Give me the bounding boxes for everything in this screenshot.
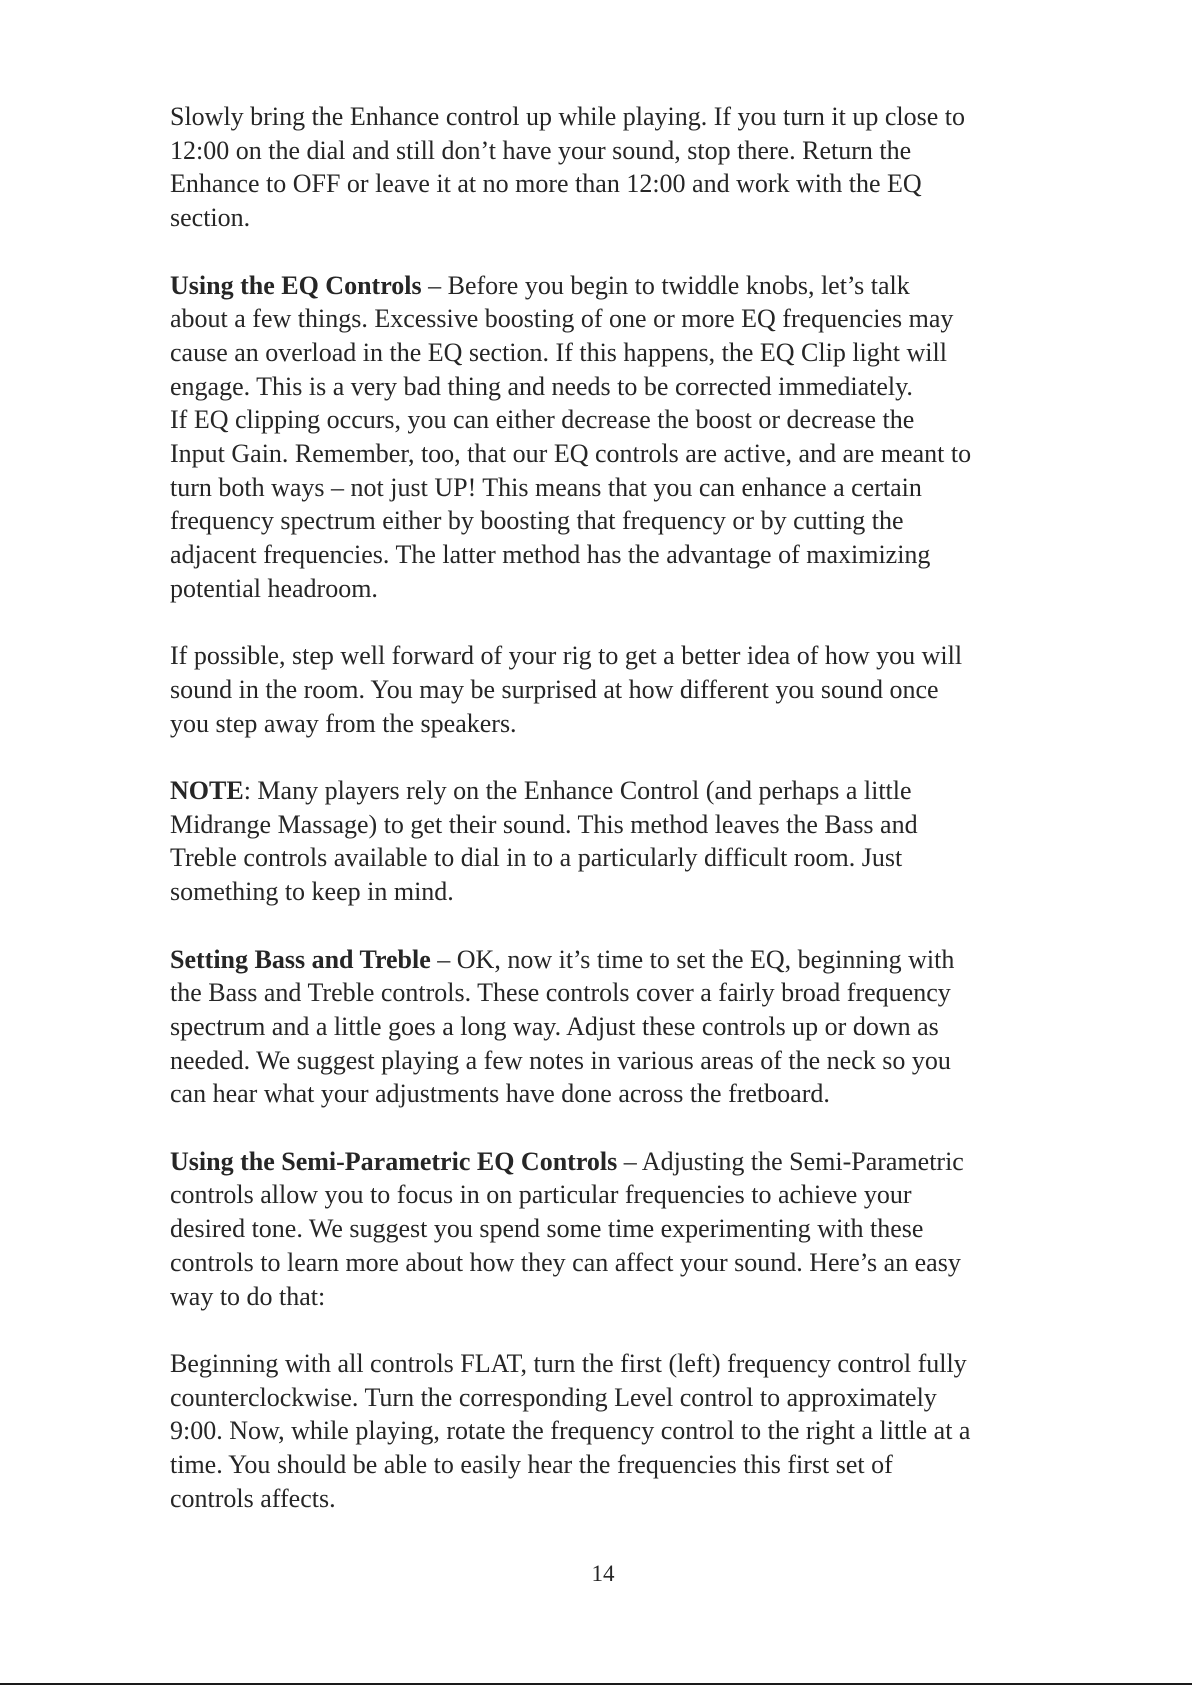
- text-line: [170, 269, 1050, 303]
- text-line: [170, 1077, 1050, 1111]
- text-run: Midrange Massage) to get their sound. This method leaves the Bass and: [170, 809, 918, 839]
- text-run: frequency spectrum either by boosting that frequency or by cutting the: [170, 506, 904, 536]
- section-heading: Setting Bass and Treble: [170, 944, 431, 974]
- text-run: – Adjusting the Semi-Parametric: [617, 1146, 964, 1176]
- paragraph: [170, 100, 1050, 235]
- text-run: 12:00 on the dial and still don’t have your sound, stop there. Return the: [170, 135, 912, 165]
- text-run: sound in the room. You may be surprised at how different you sound once: [170, 674, 939, 704]
- text-line: [170, 1482, 1050, 1516]
- text-line: [170, 976, 1050, 1010]
- text-run: turn both ways – not just UP! This means that you can enhance a certain: [170, 472, 922, 502]
- text-line: [170, 201, 1050, 235]
- text-run: something to keep in mind.: [170, 877, 454, 907]
- paragraph: [170, 943, 1050, 1112]
- text-line: [170, 1044, 1050, 1078]
- section-heading: NOTE: [170, 776, 244, 806]
- text-run: counterclockwise. Turn the corresponding Level control to approximately: [170, 1382, 937, 1412]
- text-run: controls allow you to focus in on particular frequencies to achieve your: [170, 1180, 912, 1210]
- paragraph: [170, 639, 1050, 740]
- page-body: [170, 100, 1050, 1549]
- text-line: [170, 370, 1050, 404]
- text-run: If possible, step well forward of your rig to get a better idea of how you will: [170, 641, 963, 671]
- text-run: Beginning with all controls FLAT, turn the first (left) frequency control fully: [170, 1348, 967, 1378]
- text-line: [170, 1010, 1050, 1044]
- text-line: [170, 1381, 1050, 1415]
- section-heading: Using the Semi-Parametric EQ Controls: [170, 1146, 618, 1176]
- text-line: [170, 1246, 1050, 1280]
- text-run: Slowly bring the Enhance control up while playing. If you turn it up close to: [170, 102, 966, 131]
- text-run: controls to learn more about how they can affect your sound. Here’s an easy: [170, 1247, 961, 1277]
- text-line: [170, 639, 1050, 673]
- text-line: [170, 943, 1050, 977]
- text-line: [170, 808, 1050, 842]
- paragraph: [170, 1347, 1050, 1516]
- text-line: [170, 774, 1050, 808]
- text-run: about a few things. Excessive boosting of one or more EQ frequencies may: [170, 304, 954, 334]
- text-run: Input Gain. Remember, too, that our EQ controls are active, and are meant to: [170, 439, 972, 469]
- text-line: [170, 1178, 1050, 1212]
- paragraph: [170, 1145, 1050, 1314]
- text-line: [170, 336, 1050, 370]
- text-line: [170, 1212, 1050, 1246]
- text-run: – OK, now it’s time to set the EQ, beginning with: [430, 944, 955, 974]
- paragraph: [170, 269, 1050, 606]
- text-run: desired tone. We suggest you spend some time experimenting with these: [170, 1214, 924, 1244]
- text-line: [170, 538, 1050, 572]
- text-run: – Before you begin to twiddle knobs, let’s talk: [421, 270, 910, 300]
- text-run: spectrum and a little goes a long way. Adjust these controls up or down as: [170, 1011, 939, 1041]
- text-line: [170, 1347, 1050, 1381]
- text-line: [170, 875, 1050, 909]
- text-run: 9:00. Now, while playing, rotate the frequency control to the right a little at a: [170, 1416, 971, 1446]
- text-line: [170, 1280, 1050, 1314]
- section-heading: Using the EQ Controls: [170, 270, 422, 300]
- text-line: [170, 673, 1050, 707]
- text-run: If EQ clipping occurs, you can either decrease the boost or decrease the: [170, 405, 915, 435]
- text-line: [170, 403, 1050, 437]
- text-line: [170, 841, 1050, 875]
- text-run: section.: [170, 203, 251, 233]
- text-run: Enhance to OFF or leave it at no more than 12:00 and work with the EQ: [170, 169, 922, 199]
- paragraph: [170, 774, 1050, 909]
- text-line: [170, 134, 1050, 168]
- text-run: time. You should be able to easily hear the frequencies this first set of: [170, 1450, 893, 1480]
- text-run: the Bass and Treble controls. These controls cover a fairly broad frequency: [170, 978, 951, 1008]
- text-line: [170, 302, 1050, 336]
- text-line: [170, 1145, 1050, 1179]
- page-number: 14: [591, 1561, 615, 1586]
- text-line: [170, 437, 1050, 471]
- text-line: [170, 167, 1050, 201]
- text-line: [170, 504, 1050, 538]
- text-line: [170, 100, 1050, 134]
- text-line: [170, 1414, 1050, 1448]
- text-line: [170, 471, 1050, 505]
- text-line: [170, 572, 1050, 606]
- text-run: way to do that:: [170, 1281, 326, 1311]
- text-run: engage. This is a very bad thing and needs to be corrected immediately.: [170, 371, 913, 401]
- text-run: controls affects.: [170, 1483, 336, 1513]
- text-run: can hear what your adjustments have done across the fretboard.: [170, 1079, 830, 1109]
- text-line: [170, 707, 1050, 741]
- text-run: you step away from the speakers.: [170, 708, 517, 738]
- text-run: potential headroom.: [170, 573, 378, 603]
- text-line: [170, 1448, 1050, 1482]
- text-run: : Many players rely on the Enhance Control (and perhaps a little: [243, 776, 912, 806]
- text-run: cause an overload in the EQ section. If this happens, the EQ Clip light will: [170, 337, 947, 367]
- text-run: Treble controls available to dial in to a particularly difficult room. Just: [170, 843, 903, 873]
- text-run: adjacent frequencies. The latter method has the advantage of maximizing: [170, 540, 931, 570]
- text-run: needed. We suggest playing a few notes in various areas of the neck so you: [170, 1045, 951, 1075]
